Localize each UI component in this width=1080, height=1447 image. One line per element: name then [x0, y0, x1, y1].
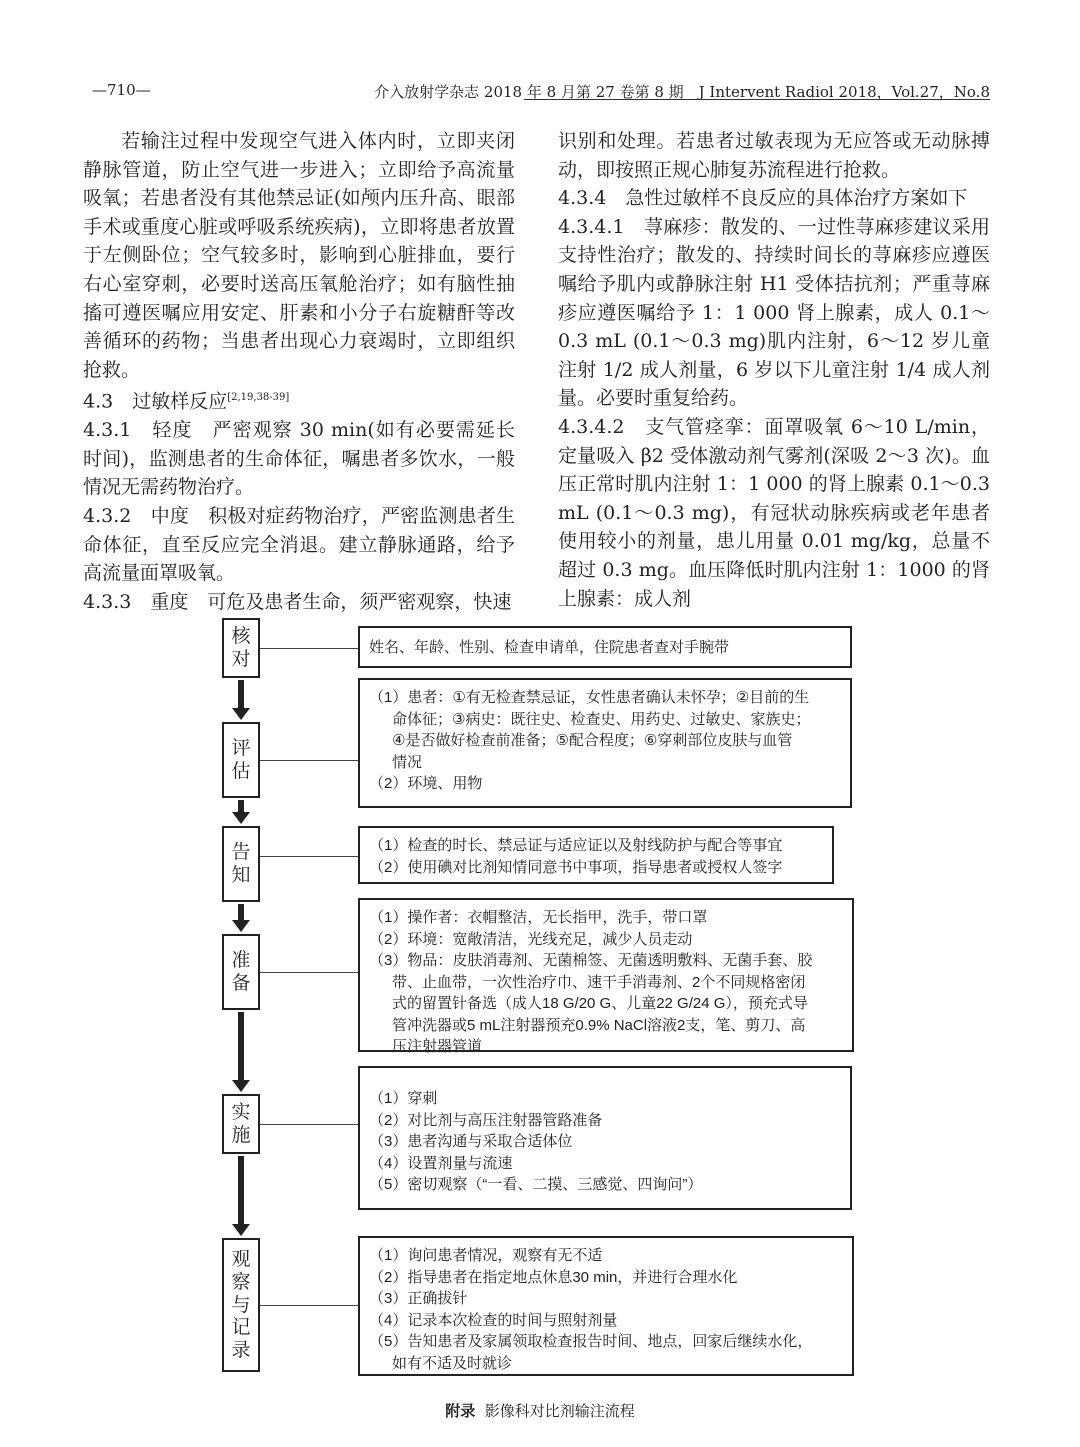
flow-step-observe-record	[222, 1238, 260, 1372]
running-header	[92, 78, 990, 102]
connector-line	[260, 1124, 358, 1125]
detail-line: 式的留置针备选（成人18 G/20 G、儿童22 G/24 G），预充式导	[392, 995, 808, 1012]
paragraph-cpr: 识别和处理。若患者过敏表现为无应答或无动脉搏动，即按照正规心肺复苏流程进行抢救。	[558, 130, 990, 181]
left-text-column	[83, 127, 515, 616]
step-char: 察	[231, 1270, 251, 1293]
detail-line: 带、止血带，一次性治疗巾、速干手消毒剂、2个不同规格密闭	[392, 973, 806, 991]
detail-line: （2）环境、用物	[369, 775, 483, 792]
section-heading-4-3	[83, 384, 515, 416]
step-char: 估	[231, 760, 251, 782]
paragraph-air-embolism: 若输注过程中发现空气进入体内时，立即夹闭静脉管道，防止空气进一步进入；立即给予高流量吸氧；若患者没有其他禁忌证(如颅内压升高、眼部手术或重度心脏或呼吸系统疾病)，立即将患者放置于左侧卧位；空气较多时，影响到心脏排血，要行右心室穿刺，必要时送高压氧舱治疗；如有脑性抽搐可遵医嘱应用安定、肝素和小分子右旋糖酐等改善循环的药物；当患者出现心力衰竭时，立即组织抢救。	[83, 130, 515, 381]
journal-citation: 介入放射学杂志 2018 年 8 月第 27 卷第 8 期 J Intervent Radiol 2018，Vol.27，No.8	[374, 83, 990, 101]
detail-line: 管冲洗器或5 mL注射器预充0.9% NaCl溶液2支，笔、剪刀、高	[392, 1016, 806, 1034]
paragraph-urticaria: 4.3.4.1 荨麻疹：散发的、一过性荨麻疹建议采用支持性治疗；散发的、持续时间长的荨麻疹应遵医嘱给予肌内或静脉注射 H1 受体拮抗剂；严重荨麻疹应遵医嘱给予 1：1 000 肾上腺素，成人 0.1～0.3 mL (0.1～0.3 mg)肌内注射，6～12 岁儿童注射 1/2 成人剂量，6 岁以下儿童注射 1/4 成人剂量。必要时重复给药。	[558, 215, 990, 410]
step-char: 录	[231, 1339, 251, 1362]
detail-line: （1）操作者：衣帽整洁，无长指甲，洗手，带口罩	[369, 909, 708, 926]
caption-text: 影像科对比剂输注流程	[484, 1402, 635, 1420]
detail-line: （1）穿刺	[369, 1090, 438, 1107]
detail-line: （3）患者沟通与采取合适体位	[369, 1133, 573, 1150]
step-char: 告	[231, 841, 251, 864]
step-char: 准	[231, 949, 251, 972]
caption-label: 附录	[445, 1402, 476, 1420]
paragraph-4-3-3: 4.3.3 重度 可危及患者生命，须严密观察，快速	[83, 590, 512, 613]
header-rule	[524, 99, 990, 100]
citation-refs: [2,19,38-39]	[227, 392, 290, 404]
paragraph-bronchospasm: 4.3.4.2 支气管痉挛：面罩吸氧 6～10 L/min，定量吸入 β2 受体激动剂气雾剂(深吸 2～3 次)。血压正常时肌内注射 1：1 000 的肾上腺素 0.1～0.3 mL (0.1～0.3 mg)，有冠状动脉疾病或老年患者使用较小的剂量，患儿用量 0.01 mg/kg，总量不超过 0.3 mg。血压降低时肌内注射 1：1000 的肾上腺素：成人剂	[558, 415, 990, 610]
flow-detail-inform	[358, 826, 834, 884]
section-title: 4.3 过敏样反应	[83, 390, 228, 413]
down-arrow	[236, 800, 246, 824]
step-char: 施	[231, 1124, 251, 1146]
detail-line: 姓名、年龄、性别、检查申请单，住院患者查对手腕带	[369, 639, 730, 656]
flow-step-assess	[222, 722, 260, 798]
step-char: 记	[231, 1316, 251, 1339]
down-arrow	[236, 904, 246, 932]
step-char: 核	[231, 625, 251, 648]
detail-line: （5）告知患者及家属领取检查报告时间、地点，回家后继续水化，	[369, 1333, 813, 1350]
detail-line: （5）密切观察（“一看、二摸、三感觉、四询问”）	[369, 1176, 703, 1193]
right-text-column	[558, 127, 990, 613]
detail-line: 压注射器管道	[392, 1038, 483, 1055]
flow-step-inform	[222, 826, 260, 902]
flow-detail-prepare	[358, 898, 854, 1055]
paragraph-4-3-1: 4.3.1 轻度 严密观察 30 min(如有必要需延长时间)，监测患者的生命体征，嘱患者多饮水，一般情况无需药物治疗。	[83, 419, 515, 499]
connector-line	[260, 760, 358, 761]
detail-line: （2）使用碘对比剂知情同意书中事项，指导患者或授权人签字	[369, 858, 783, 876]
detail-line: （1）患者：①有无检查禁忌证，女性患者确认未怀孕；②目前的生	[369, 689, 810, 706]
step-char: 知	[231, 864, 251, 886]
detail-line: 命体征；③病史：既往史、检查史、用药史、过敏史、家族史；	[392, 710, 811, 728]
step-char: 备	[231, 972, 251, 994]
detail-line: （2）对比剂与高压注射器管路准备	[369, 1111, 603, 1129]
detail-line: （4）记录本次检查的时间与照射剂量	[369, 1311, 618, 1329]
detail-line: （1）询问患者情况，观察有无不适	[369, 1247, 603, 1264]
flow-detail-implement	[358, 1066, 852, 1210]
step-char: 观	[231, 1248, 251, 1270]
detail-line: ④是否做好检查前准备；⑤配合程度；⑥穿刺部位皮肤与血管	[392, 732, 793, 749]
step-char: 评	[231, 737, 251, 760]
down-arrow	[236, 680, 246, 720]
page-number: —710—	[92, 81, 151, 99]
detail-line: （2）指导患者在指定地点休息30 min，并进行合理水化	[369, 1268, 738, 1286]
flow-step-check	[222, 618, 260, 678]
connector-line	[260, 1305, 358, 1306]
detail-line: （1）检查的时长、禁忌证与适应证以及射线防护与配合等事宜	[369, 837, 783, 854]
paragraph-4-3-2: 4.3.2 中度 积极对症药物治疗，严密监测患者生命体征，直至反应完全消退。建立静脉通路，给予高流量面罩吸氧。	[83, 505, 515, 585]
detail-line: 如有不适及时就诊	[392, 1354, 513, 1372]
flow-step-prepare	[222, 934, 260, 1010]
connector-line	[260, 856, 358, 857]
flow-detail-assess	[358, 678, 852, 808]
figure-caption	[0, 1400, 1080, 1421]
down-arrow	[236, 1012, 246, 1092]
flow-detail-check	[358, 626, 852, 668]
step-char: 与	[231, 1293, 251, 1316]
detail-line: 情况	[392, 753, 423, 771]
detail-line: （2）环境：宽敞清洁，光线充足，减少人员走动	[369, 930, 693, 948]
flow-detail-observe-record	[358, 1236, 854, 1376]
step-char: 对	[231, 648, 251, 670]
flow-step-implement	[222, 1094, 260, 1154]
paragraph-4-3-4: 4.3.4 急性过敏样不良反应的具体治疗方案如下	[558, 187, 968, 210]
detail-line: （4）设置剂量与流速	[369, 1154, 513, 1172]
detail-line: （3）正确拔针	[369, 1290, 468, 1307]
connector-line	[260, 972, 358, 973]
step-char: 实	[231, 1101, 251, 1124]
connector-line	[260, 648, 358, 649]
detail-line: （3）物品：皮肤消毒剂、无菌棉签、无菌透明敷料、无菌手套、胶	[369, 952, 813, 969]
down-arrow	[236, 1156, 246, 1236]
